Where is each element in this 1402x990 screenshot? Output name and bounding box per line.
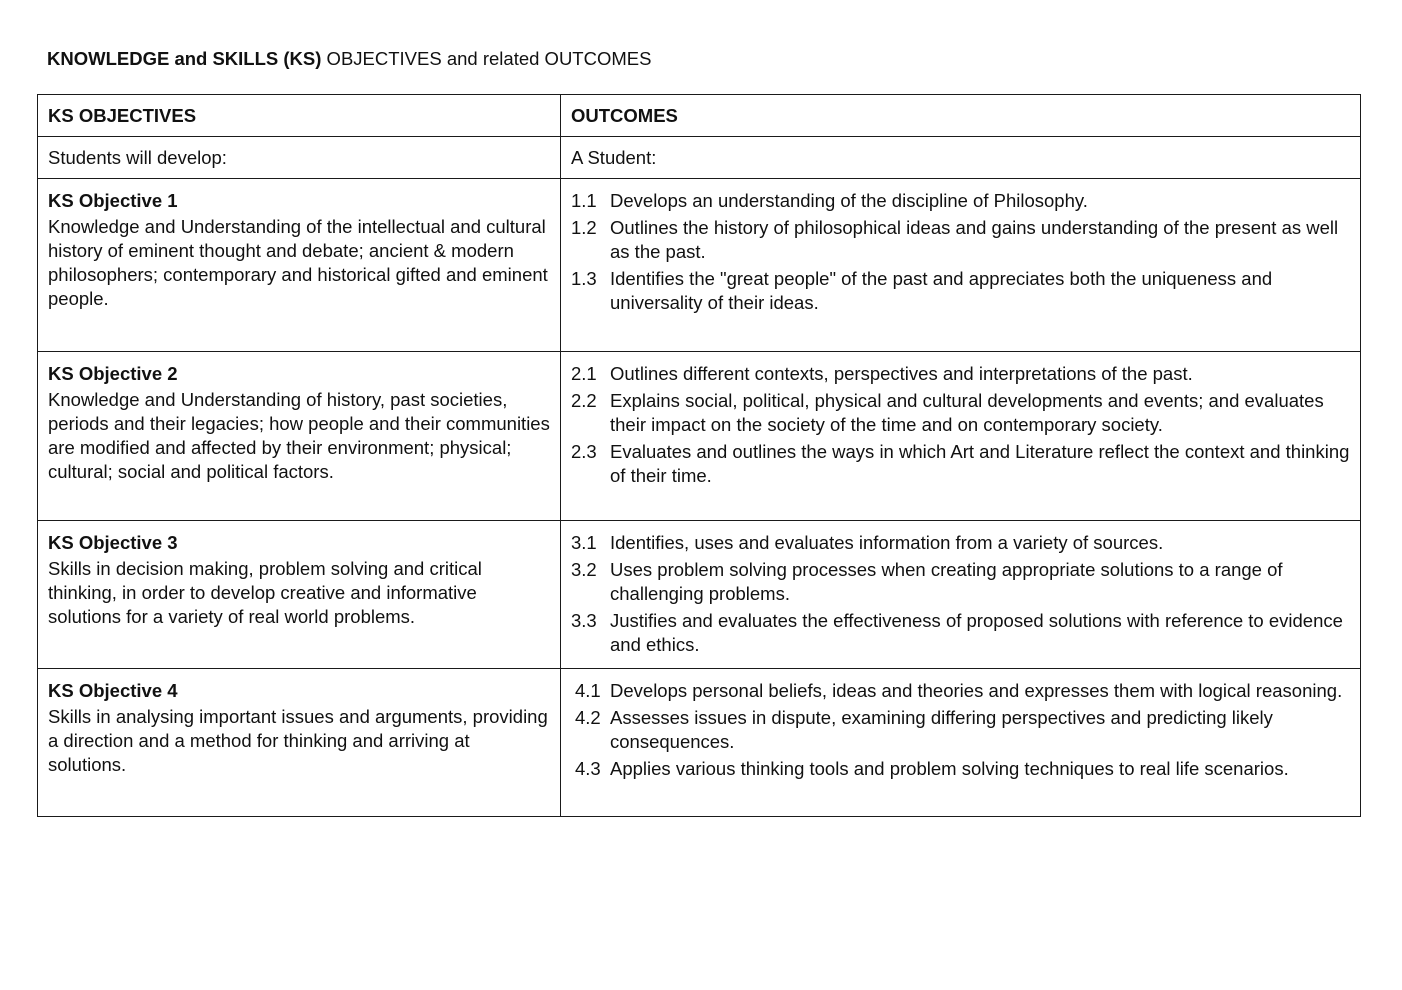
objective-description: Knowledge and Understanding of history, past societies, periods and their legacies; how people and their communities are modified and affected by their environment; physical; cultural; social and political factors. xyxy=(48,389,550,482)
subheader-a-student: A Student: xyxy=(561,137,1361,179)
outcome-number: 2.3 xyxy=(571,441,597,462)
outcome-list xyxy=(571,362,1350,488)
outcome-text: Uses problem solving processes when creating appropriate solutions to a range of challenging problems. xyxy=(610,559,1283,604)
outcome-item xyxy=(571,389,1350,437)
document-title-rest: OBJECTIVES and related OUTCOMES xyxy=(321,48,652,69)
outcome-item xyxy=(571,216,1350,264)
outcome-list xyxy=(571,189,1350,315)
objective-cell xyxy=(38,521,561,669)
outcome-number: 1.1 xyxy=(571,190,597,211)
outcome-item xyxy=(571,558,1350,606)
objective-description: Knowledge and Understanding of the intellectual and cultural history of eminent thought and debate; ancient & modern philosophers; contemporary and historical gifted and eminent people. xyxy=(48,216,548,309)
outcome-number: 1.3 xyxy=(571,268,597,289)
document-title-bold: KNOWLEDGE and SKILLS (KS) xyxy=(47,48,322,69)
outcome-number: 3.2 xyxy=(571,559,597,580)
subheader-students-will-develop: Students will develop: xyxy=(38,137,561,179)
objective-cell xyxy=(38,179,561,352)
outcome-number: 4.1 xyxy=(575,680,601,701)
outcome-item xyxy=(571,706,1350,754)
outcome-number: 4.3 xyxy=(575,758,601,779)
outcome-number: 3.1 xyxy=(571,532,597,553)
outcome-item xyxy=(571,531,1350,555)
table-header-row xyxy=(38,95,1361,137)
outcome-text: Evaluates and outlines the ways in which Art and Literature reflect the context and thinking of their time. xyxy=(610,441,1350,486)
table-row xyxy=(38,179,1361,352)
outcome-text: Develops an understanding of the discipline of Philosophy. xyxy=(610,190,1088,211)
table-row xyxy=(38,521,1361,669)
header-outcomes: OUTCOMES xyxy=(561,95,1361,137)
outcome-text: Assesses issues in dispute, examining differing perspectives and predicting likely consequences. xyxy=(610,707,1273,752)
outcome-number: 1.2 xyxy=(571,217,597,238)
outcome-number: 2.1 xyxy=(571,363,597,384)
outcome-number: 3.3 xyxy=(571,610,597,631)
outcome-text: Develops personal beliefs, ideas and theories and expresses them with logical reasoning. xyxy=(610,680,1343,701)
outcome-text: Identifies, uses and evaluates information from a variety of sources. xyxy=(610,532,1164,553)
document-title xyxy=(47,48,651,70)
header-ks-objectives: KS OBJECTIVES xyxy=(38,95,561,137)
objective-description: Skills in decision making, problem solving and critical thinking, in order to develop creative and informative solutions for a variety of real world problems. xyxy=(48,558,482,627)
outcome-text: Explains social, political, physical and cultural developments and events; and evaluates their impact on the society of the time and on contemporary society. xyxy=(610,390,1324,435)
outcome-list xyxy=(571,531,1350,657)
outcome-number: 2.2 xyxy=(571,390,597,411)
table-row xyxy=(38,669,1361,817)
outcome-item xyxy=(571,440,1350,488)
objective-cell xyxy=(38,669,561,817)
objective-cell xyxy=(38,352,561,521)
outcome-item xyxy=(571,679,1350,703)
outcome-text: Outlines different contexts, perspectives and interpretations of the past. xyxy=(610,363,1193,384)
outcome-text: Justifies and evaluates the effectiveness of proposed solutions with reference to evidence and ethics. xyxy=(610,610,1343,655)
outcome-number: 4.2 xyxy=(575,707,601,728)
outcome-item xyxy=(571,609,1350,657)
objective-title: KS Objective 1 xyxy=(48,190,178,211)
objective-title: KS Objective 4 xyxy=(48,680,178,701)
outcome-list xyxy=(571,679,1350,781)
outcomes-cell xyxy=(561,352,1361,521)
outcome-item xyxy=(571,362,1350,386)
outcome-item xyxy=(571,267,1350,315)
outcome-text: Outlines the history of philosophical ideas and gains understanding of the present as well as the past. xyxy=(610,217,1339,262)
table-row xyxy=(38,352,1361,521)
outcome-item xyxy=(571,757,1350,781)
objective-description: Skills in analysing important issues and arguments, providing a direction and a method for thinking and arriving at solutions. xyxy=(48,706,548,775)
outcome-text: Applies various thinking tools and problem solving techniques to real life scenarios. xyxy=(610,758,1289,779)
objectives-outcomes-table xyxy=(37,94,1361,817)
outcomes-cell xyxy=(561,669,1361,817)
outcomes-cell xyxy=(561,521,1361,669)
outcome-text: Identifies the "great people" of the past and appreciates both the uniqueness and universality of their ideas. xyxy=(610,268,1273,313)
table-subheader-row xyxy=(38,137,1361,179)
objective-title: KS Objective 3 xyxy=(48,532,178,553)
objective-title: KS Objective 2 xyxy=(48,363,178,384)
outcome-item xyxy=(571,189,1350,213)
outcomes-cell xyxy=(561,179,1361,352)
